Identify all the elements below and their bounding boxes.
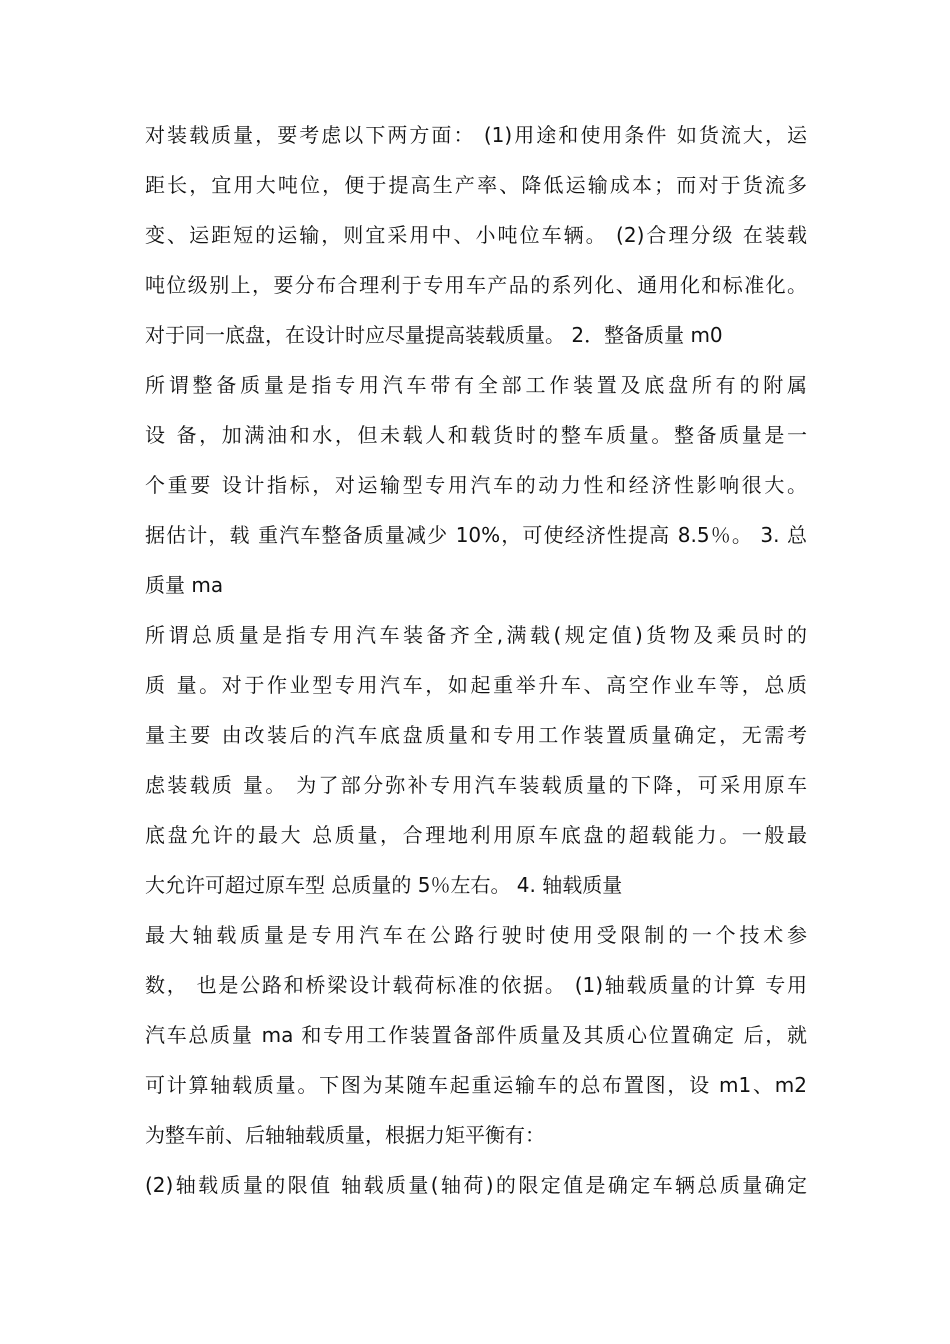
text-line: 设 备，加满油和水，但未载人和载货时的整车质量。整备质量是一 <box>145 423 807 447</box>
text-line: 吨位级别上，要分布合理利于专用车产品的系列化、通用化和标准化。 <box>145 273 807 297</box>
text-line: 距长，宜用大吨位，便于提高生产率、降低运输成本；而对于货流多 <box>145 173 807 197</box>
text-line: 量主要 由改装后的汽车底盘质量和专用工作装置质量确定，无需考 <box>145 723 807 747</box>
text-line: 最大轴载质量是专用汽车在公路行驶时使用受限制的一个技术参 <box>145 923 807 947</box>
text-line: 据估计，载 重汽车整备质量减少 10%，可使经济性提高 8.5％。 3. 总 <box>145 523 807 547</box>
text-line: 可计算轴载质量。下图为某随车起重运输车的总布置图，设 m1、m2 <box>145 1073 807 1097</box>
text-line: 对装载质量，要考虑以下两方面： (1)用途和使用条件 如货流大，运 <box>145 123 807 147</box>
text-line: 大允许可超过原车型 总质量的 5％左右。 4. 轴载质量 <box>145 873 623 897</box>
text-line: 个重要 设计指标，对运输型专用汽车的动力性和经济性影响很大。 <box>145 473 807 497</box>
text-line: 虑装载质 量。 为了部分弥补专用汽车装载质量的下降，可采用原车 <box>145 773 807 797</box>
text-line: 对于同一底盘，在设计时应尽量提高装载质量。 2．整备质量 m0 <box>145 323 723 347</box>
text-line: 质量 ma <box>145 573 224 597</box>
text-line: 变、运距短的运输，则宜采用中、小吨位车辆。 (2)合理分级 在装载 <box>145 223 807 247</box>
text-line: 所谓整备质量是指专用汽车带有全部工作装置及底盘所有的附属 <box>145 373 807 397</box>
text-line: 为整车前、后轴轴载质量，根据力矩平衡有： <box>145 1123 545 1147</box>
text-line: (2)轴载质量的限值 轴载质量(轴荷)的限定值是确定车辆总质量确定 <box>145 1173 807 1197</box>
text-line: 底盘允许的最大 总质量，合理地利用原车底盘的超载能力。一般最 <box>145 823 807 847</box>
text-line: 所谓总质量是指专用汽车装备齐全,满载(规定值)货物及乘员时的 <box>145 623 807 647</box>
text-line: 数， 也是公路和桥梁设计载荷标准的依据。 (1)轴载质量的计算 专用 <box>145 973 807 997</box>
text-line: 质 量。对于作业型专用汽车，如起重举升车、高空作业车等，总质 <box>145 673 807 697</box>
text-line: 汽车总质量 ma 和专用工作装置备部件质量及其质心位置确定 后，就 <box>145 1023 807 1047</box>
